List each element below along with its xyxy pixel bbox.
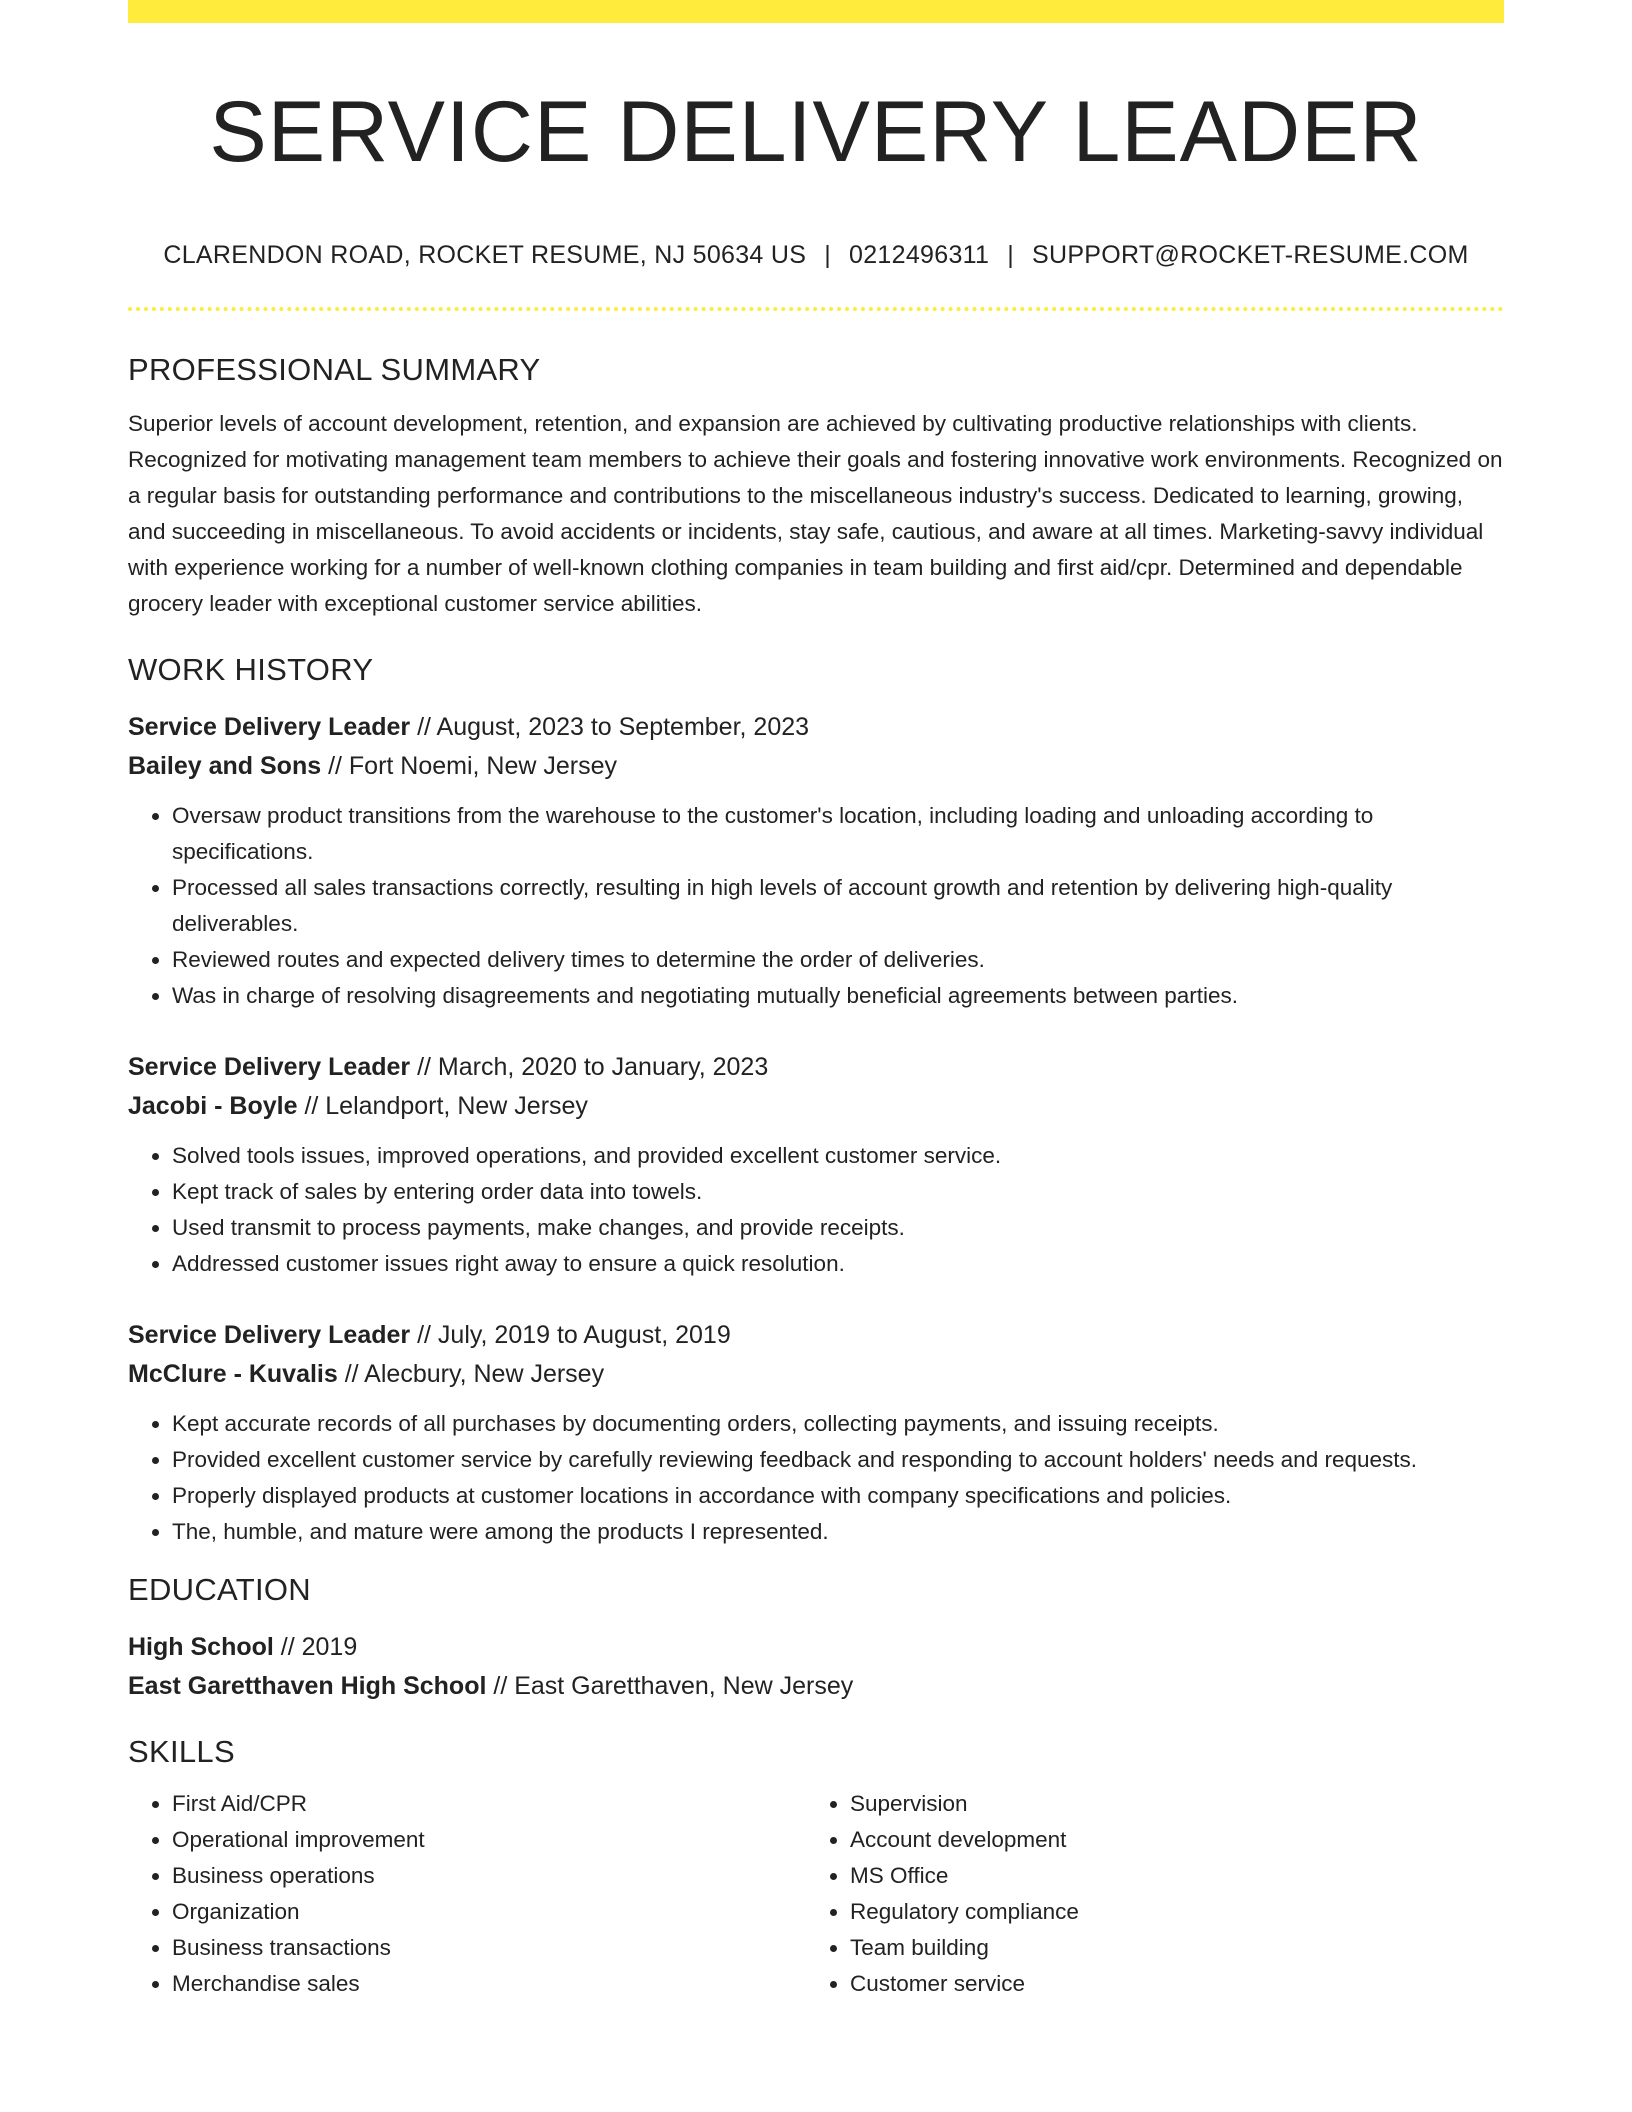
accent-bar: [128, 0, 1504, 23]
phone: 0212496311: [849, 241, 990, 269]
skill-item: • Business transactions: [172, 1930, 806, 1966]
skill-item: • Operational improvement: [172, 1822, 806, 1858]
job-bullets: [128, 798, 1504, 1014]
job-dates: // March, 2020 to January, 2023: [410, 1053, 769, 1081]
company-name: Bailey and Sons: [128, 752, 322, 780]
summary-text: Superior levels of account development, retention, and expansion are achieved by cultivating productive relationships with clients. Recognized for motivating management team members to achieve their goals and fostering innovative work environments. Recognized on a regular basis for outstanding performance and contributions to the miscellaneous industry's success. Dedicated to learning, growing, and succeeding in miscellaneous. To avoid accidents or incidents, stay safe, cautious, and aware at all times. Marketing-savvy individual with experience working for a number of well-known clothing companies in team building and first aid/cpr. Determined and dependable grocery leader with exceptional customer service abilities.: [128, 411, 1503, 616]
school-name: East Garetthaven High School: [128, 1672, 487, 1700]
skill-item: • Team building: [850, 1930, 1484, 1966]
skill-item: • First Aid/CPR: [172, 1786, 806, 1822]
bullet-item: • Used transmit to process payments, make changes, and provide receipts.: [172, 1210, 1504, 1246]
bullet-item: • Properly displayed products at customer locations in accordance with company specifications and policies.: [172, 1478, 1504, 1514]
skills-list-right: [806, 1786, 1484, 2002]
job-title: Service Delivery Leader: [128, 1053, 411, 1081]
section-heading-work: WORK HISTORY: [128, 652, 374, 687]
bullet-item: • The, humble, and mature were among the products I represented.: [172, 1514, 1504, 1550]
bullet-item: • Reviewed routes and expected delivery times to determine the order of deliveries.: [172, 942, 1504, 978]
skill-item: • MS Office: [850, 1858, 1484, 1894]
skill-item: • Customer service: [850, 1966, 1484, 2002]
job-bullets: [128, 1138, 1504, 1282]
bullet-item: • Kept accurate records of all purchases by documenting orders, collecting payments, and issuing receipts.: [172, 1406, 1504, 1442]
separator: |: [824, 241, 832, 269]
skill-item: • Supervision: [850, 1786, 1484, 1822]
job-entry: [128, 708, 1504, 1014]
bullet-item: • Was in charge of resolving disagreements and negotiating mutually beneficial agreements between parties.: [172, 978, 1504, 1014]
resume-content: [128, 350, 1504, 2002]
company-location: // Fort Noemi, New Jersey: [321, 752, 618, 780]
bullet-item: • Provided excellent customer service by carefully reviewing feedback and responding to account holders' needs and requests.: [172, 1442, 1504, 1478]
bullet-item: • Oversaw product transitions from the warehouse to the customer's location, including loading and unloading according to specifications.: [172, 798, 1504, 870]
degree: High School: [128, 1633, 274, 1661]
skill-item: • Business operations: [172, 1858, 806, 1894]
summary-section: [128, 350, 1504, 622]
job-dates: // July, 2019 to August, 2019: [410, 1321, 731, 1349]
job-bullets: [128, 1406, 1504, 1550]
job-title: Service Delivery Leader: [128, 1321, 411, 1349]
company-location: // Lelandport, New Jersey: [297, 1092, 588, 1120]
separator: |: [1007, 241, 1014, 269]
company-name: Jacobi - Boyle: [128, 1092, 298, 1120]
skill-item: • Regulatory compliance: [850, 1894, 1484, 1930]
skill-item: • Merchandise sales: [172, 1966, 806, 2002]
dotted-divider: [128, 307, 1504, 311]
school-location: // East Garetthaven, New Jersey: [486, 1672, 854, 1700]
bullet-item: • Processed all sales transactions correctly, resulting in high levels of account growth and retention by delivering high-quality deliverables.: [172, 870, 1504, 942]
contact-line: [128, 238, 1504, 272]
graduation-year: // 2019: [273, 1633, 358, 1661]
skill-item: • Organization: [172, 1894, 806, 1930]
job-dates: // August, 2023 to September, 2023: [410, 713, 810, 741]
section-heading-summary: PROFESSIONAL SUMMARY: [128, 352, 541, 387]
address: CLARENDON ROAD, ROCKET RESUME, NJ 50634 US: [163, 241, 807, 269]
skills-section: [128, 1732, 1504, 2002]
section-heading-skills: SKILLS: [128, 1734, 235, 1769]
company-location: // Alecbury, New Jersey: [337, 1360, 605, 1388]
skill-item: • Account development: [850, 1822, 1484, 1858]
skills-list-left: [128, 1786, 806, 2002]
email: SUPPORT@ROCKET-RESUME.COM: [1032, 241, 1469, 269]
section-heading-education: EDUCATION: [128, 1572, 311, 1607]
bullet-item: • Solved tools issues, improved operations, and provided excellent customer service.: [172, 1138, 1504, 1174]
education-section: [128, 1570, 1504, 1706]
bullet-item: • Addressed customer issues right away to ensure a quick resolution.: [172, 1246, 1504, 1282]
job-title: Service Delivery Leader: [128, 713, 411, 741]
bullet-item: • Kept track of sales by entering order data into towels.: [172, 1174, 1504, 1210]
resume-name: SERVICE DELIVERY LEADER: [209, 84, 1423, 180]
work-history-section: [128, 650, 1504, 1550]
job-entry: [128, 1316, 1504, 1550]
job-entry: [128, 1048, 1504, 1282]
company-name: McClure - Kuvalis: [128, 1360, 338, 1388]
